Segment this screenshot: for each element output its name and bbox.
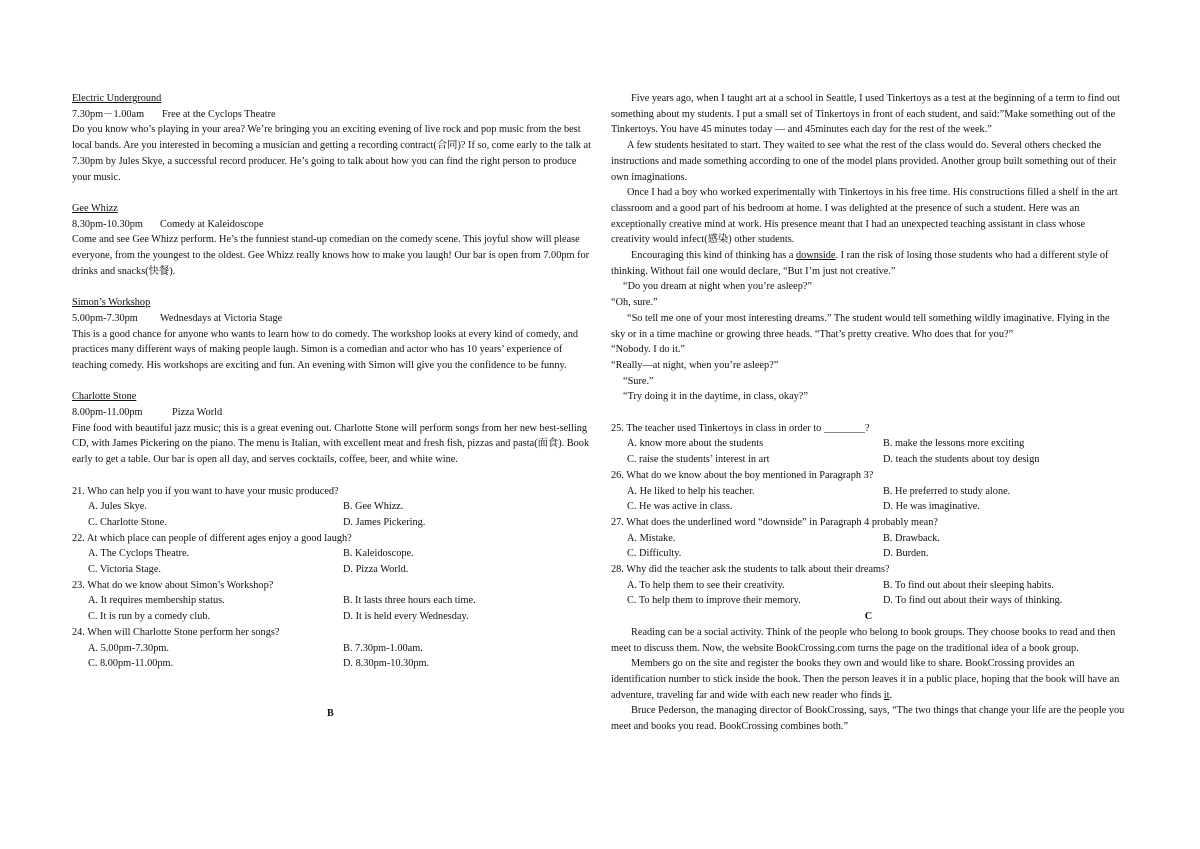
event-time-venue [72, 405, 592, 421]
question-26 [611, 468, 1126, 515]
question-28 [611, 562, 1126, 609]
event-time-venue [72, 107, 592, 123]
option-a: A. Jules Skye. [88, 501, 147, 513]
right-column [611, 91, 1126, 735]
underlined-word: downside [796, 250, 836, 262]
event-description: Fine food with beautiful jazz music; this is a great evening out. Charlotte Stone will perform songs from her new best-selling CD, with James Pickering on the piano. The menu is Italian, with excellent meat and fresh fish, pizzas and pasta(面食). Book early to get a table. Our bar is open all day, and serves cocktails, coffee, beer, and white wine. [72, 422, 590, 466]
event-gee-whizz [72, 201, 592, 280]
event-time: 8.00pm-11.00pm [72, 407, 143, 419]
question-stem: 26. What do we know about the boy mentioned in Paragraph 3? [611, 469, 874, 481]
question-stem: 22. At which place can people of different ages enjoy a good laugh? [72, 532, 352, 544]
question-24 [72, 625, 592, 672]
option-c: C. Charlotte Stone. [88, 516, 167, 528]
event-time: 8.30pm-10.30pm [72, 218, 143, 230]
question-21 [72, 484, 592, 531]
event-name: Gee Whizz [72, 202, 118, 214]
option-b: B. Gee Whizz. [343, 501, 404, 513]
question-block-left [72, 484, 592, 672]
dialogue-line: “Sure.” [623, 375, 654, 387]
event-time: 5.00pm-7.30pm [72, 312, 138, 324]
question-stem: 28. Why did the teacher ask the students to talk about their dreams? [611, 564, 890, 576]
event-description: Come and see Gee Whizz perform. He’s the funniest stand-up comedian on the comedy scene. This joyful show will please everyone, from the youngest to the oldest. Gee Whizz really knows how to make you laugh! Our bar is open from 7.00pm for drinks and snacks(快餐). [72, 234, 590, 277]
text-run: . I ran the risk of losing those students who had a different style of thinking. Without fail one would declare, “But I’m just not creative.” [611, 250, 1109, 277]
option-d: D. Pizza World. [343, 564, 409, 576]
dialogue-line: “Nobody. I do it.” [611, 344, 685, 356]
option-b: B. It lasts three hours each time. [343, 595, 476, 607]
option-c: C. 8.00pm-11.00pm. [88, 658, 174, 670]
event-charlotte-stone [72, 389, 592, 468]
event-time: 7.30pm－1.00am [72, 108, 145, 120]
dialogue-line: “Really—at night, when you’re asleep?” [611, 359, 779, 371]
question-stem: 24. When will Charlotte Stone perform her songs? [72, 626, 280, 638]
passage-paragraph: A few students hesitated to start. They waited to see what the rest of the class would do. Several others checked the instructions and made something according to one of the model plans provided. Another group built something out of their own imaginations. [611, 140, 1117, 183]
passage-paragraph: Five years ago, when I taught art at a school in Seattle, I used Tinkertoys as a test at the beginning of a term to find out something about my students. I put a small set of Tinkertoys in front of each student, and said:”Make something out of the Tinkertoys. You have 45 minutes today — and 45minutes each day for the rest of the week.” [611, 93, 1120, 136]
question-25 [611, 421, 1126, 468]
event-time-venue [72, 311, 592, 327]
option-b: B. 7.30pm-1.00am. [343, 642, 423, 654]
section-b-label: B [327, 708, 334, 719]
event-time-venue [72, 217, 592, 233]
option-a: A. The Cyclops Theatre. [88, 548, 190, 560]
question-stem: 27. What does the underlined word “downside” in Paragraph 4 probably mean? [611, 516, 938, 528]
option-a: A. To help them to see their creativity. [627, 579, 785, 591]
question-22 [72, 531, 592, 578]
event-venue: Pizza World [172, 407, 223, 419]
text-run: Members go on the site and register the books they own and would like to share. BookCrossing provides an identification number to stick inside the book. Then the person leaves it in a public place, hoping that the book will have an adventure, traveling far and wide with each new reader who finds [611, 658, 1120, 701]
option-b: B. Kaleidoscope. [343, 548, 414, 560]
dialogue-line: “Do you dream at night when you’re asleep?” [623, 281, 812, 293]
event-name: Simon’s Workshop [72, 297, 151, 309]
option-c: C. He was active in class. [627, 501, 733, 513]
option-b: B. He preferred to study alone. [883, 485, 1011, 497]
left-column [72, 91, 592, 672]
option-d: D. He was imaginative. [883, 501, 980, 513]
event-venue: Free at the Cyclops Theatre [162, 108, 276, 120]
text-run: Encouraging this kind of thinking has a [631, 250, 797, 262]
passage-paragraph: Bruce Pederson, the managing director of BookCrossing, says, “The two things that change your life are the people you meet and books you read. BookCrossing combines both.” [611, 705, 1125, 733]
option-c: C. Difficulty. [627, 548, 682, 560]
option-c: C. To help them to improve their memory. [627, 595, 801, 607]
passage-b [611, 91, 1126, 405]
question-stem: 25. The teacher used Tinkertoys in class in order to ________? [611, 422, 870, 434]
event-name: Electric Underground [72, 93, 162, 104]
option-b: B. To find out about their sleeping habits. [883, 579, 1054, 591]
dialogue-line: “Oh, sure.” [611, 297, 658, 309]
option-a: A. 5.00pm-7.30pm. [88, 642, 169, 654]
option-a: A. It requires membership status. [88, 595, 225, 607]
event-venue: Comedy at Kaleidoscope [160, 218, 264, 230]
event-description: This is a good chance for anyone who wants to learn how to do comedy. The workshop looks at every kind of comedy, and practices many different ways of making people laugh. Simon is a comedian and actor who has 10 years’ experience of teaching comedy. His workshops are exciting and fun. An evening with Simon will give you the confidence to be funny. [72, 328, 579, 371]
passage-paragraph [611, 656, 1126, 703]
option-d: D. 8.30pm-10.30pm. [343, 658, 430, 670]
question-27 [611, 515, 1126, 562]
option-a: A. know more about the students [627, 438, 764, 450]
option-a: A. Mistake. [627, 532, 676, 544]
dialogue-line: “Try doing it in the daytime, in class, okay?” [623, 391, 808, 403]
event-name: Charlotte Stone [72, 391, 137, 403]
event-description: Do you know who’s playing in your area? We’re bringing you an exciting evening of live rock and pop music from the best local bands. Are you interested in becoming a musician and getting a recording contract(合同)? If so, come early to the talk at 7.30pm by Jules Skye, a successful record producer. He’s going to talk about how you can find the right person to produce your music. [72, 124, 591, 183]
section-c-label: C [864, 611, 873, 623]
option-b: B. Drawback. [883, 532, 940, 544]
text-run: . [889, 689, 893, 701]
dialogue-line: “So tell me one of your most interesting dreams.” The student would tell something wildly imaginative. Flying in the sky or in a time machine or growing three heads. “That’s pretty creative. Who does that for you?” [611, 312, 1110, 340]
passage-paragraph: Once I had a boy who worked experimentally with Tinkertoys in his free time. His constructions filled a shelf in the art classroom and a good part of his bedroom at home. I was delighted at the presence of such a student. Here was an exceptionally creative mind at work. His presence meant that I had an unexpected teaching assistant in class whose creativity would infect(感染) other students. [611, 187, 1118, 246]
event-simons-workshop [72, 295, 592, 374]
option-a: A. He liked to help his teacher. [627, 485, 755, 497]
event-venue: Wednesdays at Victoria Stage [160, 312, 283, 324]
question-stem: 23. What do we know about Simon’s Workshop? [72, 579, 274, 591]
option-c: C. It is run by a comedy club. [88, 611, 211, 623]
passage-paragraph [611, 248, 1126, 279]
option-d: D. James Pickering. [343, 516, 426, 528]
passage-c [611, 625, 1126, 735]
passage-paragraph: Reading can be a social activity. Think of the people who belong to book groups. They choose books to read and then meet to discuss them. Now, the website BookCrossing.com turns the page on the traditional idea of a book group. [611, 626, 1116, 654]
question-23 [72, 578, 592, 625]
underlined-word: it [883, 689, 890, 701]
option-d: D. It is held every Wednesday. [343, 611, 469, 623]
option-d: D. teach the students about toy design [883, 454, 1040, 466]
option-b: B. make the lessons more exciting [883, 438, 1025, 450]
option-d: D. Burden. [883, 548, 929, 560]
question-stem: 21. Who can help you if you want to have your music produced? [72, 485, 339, 497]
event-electric-underground [72, 91, 592, 185]
option-d: D. To find out about their ways of thinking. [883, 595, 1063, 607]
question-block-right [611, 421, 1126, 609]
option-c: C. raise the students’ interest in art [627, 454, 770, 466]
option-c: C. Victoria Stage. [88, 564, 161, 576]
